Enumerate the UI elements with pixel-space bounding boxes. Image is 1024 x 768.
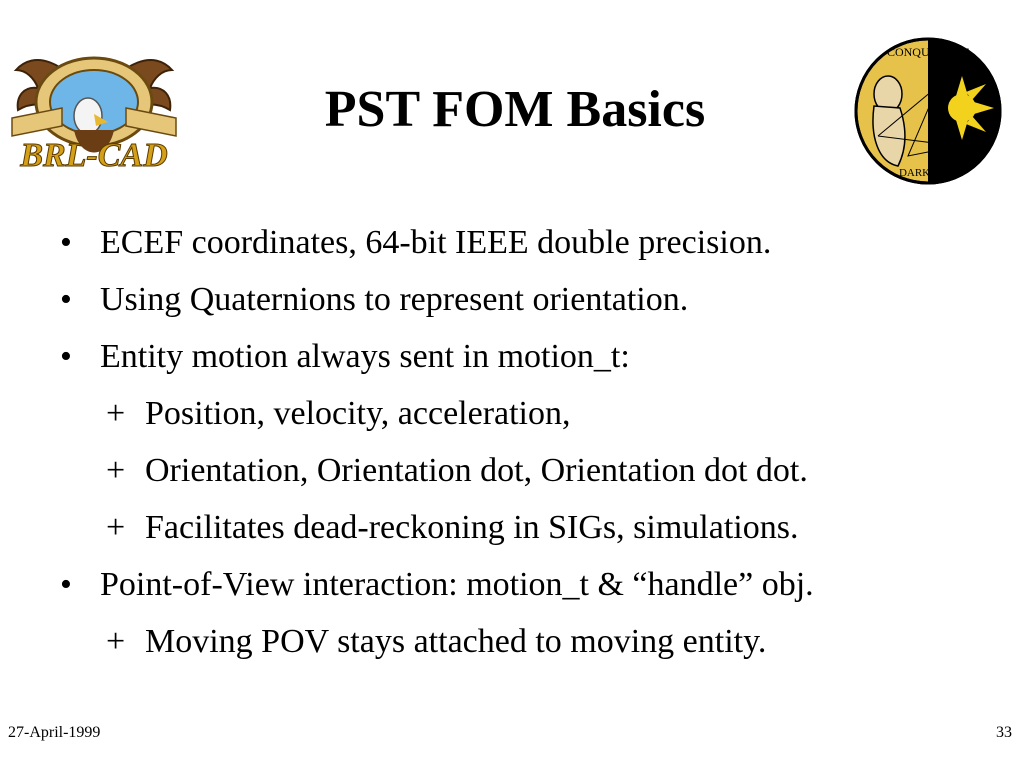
bullet-list	[60, 214, 1010, 670]
sub-bullet-text: Moving POV stays attached to moving entity.	[145, 623, 767, 660]
bullet-marker: •	[60, 566, 72, 603]
sub-bullet-marker: +	[106, 623, 126, 660]
bullet-item	[60, 556, 1010, 613]
seal-emblem-icon	[848, 36, 1008, 186]
svg-text:CONQUEST OF: CONQUEST OF	[886, 45, 970, 59]
svg-text:BRL-CAD: BRL-CAD	[20, 137, 168, 174]
bullet-item	[60, 328, 1010, 385]
sub-bullet-item	[60, 385, 1010, 442]
bullet-text: Entity motion always sent in motion_t:	[100, 338, 630, 375]
sub-bullet-marker: +	[106, 395, 126, 432]
bullet-marker: •	[60, 281, 72, 318]
conquest-of-darkness-logo	[848, 36, 1008, 186]
eagle-emblem-icon	[4, 30, 184, 180]
sub-bullet-item	[60, 442, 1010, 499]
bullet-text: ECEF coordinates, 64-bit IEEE double precision.	[100, 224, 772, 261]
bullet-text: Point-of-View interaction: motion_t & “handle” obj.	[100, 566, 814, 603]
sub-bullet-text: Orientation, Orientation dot, Orientation dot dot.	[145, 452, 808, 489]
sub-bullet-marker: +	[106, 452, 126, 489]
bullet-text: Using Quaternions to represent orientation.	[100, 281, 689, 318]
sub-bullet-item	[60, 499, 1010, 556]
bullet-item	[60, 214, 1010, 271]
brl-cad-logo	[4, 30, 184, 180]
sub-bullet-marker: +	[106, 509, 126, 546]
slide-title: PST FOM Basics	[324, 81, 706, 138]
bullet-marker: •	[60, 224, 72, 261]
sub-bullet-text: Facilitates dead-reckoning in SIGs, simulations.	[145, 509, 799, 546]
sub-bullet-text: Position, velocity, acceleration,	[145, 395, 571, 432]
page-number: 33	[996, 724, 1012, 741]
sub-bullet-item	[60, 613, 1010, 670]
bullet-marker: •	[60, 338, 72, 375]
svg-text:DARKNESS: DARKNESS	[898, 167, 958, 179]
footer-date: 27-April-1999	[8, 724, 101, 741]
bullet-item	[60, 271, 1010, 328]
